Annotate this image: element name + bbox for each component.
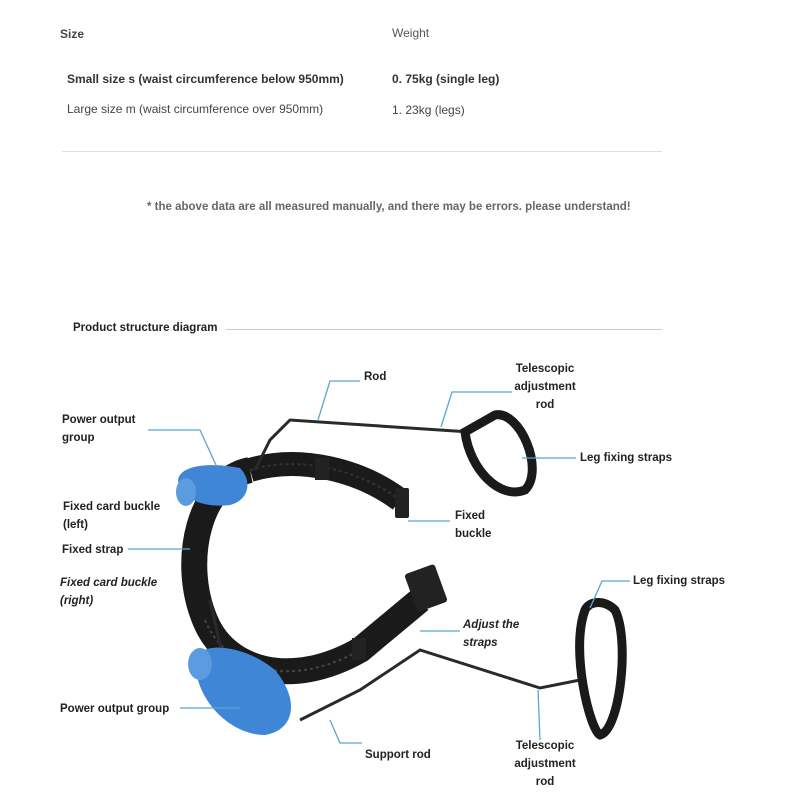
line: Telescopic (515, 740, 575, 752)
diagram-title: Product structure diagram (73, 322, 218, 334)
label-leg-fixing-straps-bottom: Leg fixing straps (633, 575, 726, 587)
weight-header: Weight (392, 26, 430, 40)
line: Telescopic (515, 363, 575, 375)
size-header: Size (60, 27, 85, 41)
row-2-weight: 1. 23kg (legs) (392, 103, 465, 117)
label-adjust-the-straps (463, 616, 519, 652)
line: (right) (60, 595, 94, 607)
label-fixed-buckle (455, 507, 491, 543)
line: Fixed card buckle (60, 577, 158, 589)
label-power-output-top (62, 411, 135, 447)
measurement-note: * the above data are all measured manually, and there may be errors. please understand! (147, 201, 631, 213)
label-fixed-card-buckle-right (60, 574, 157, 610)
label-telescopic-top (505, 360, 585, 414)
line: buckle (455, 528, 492, 540)
line: group (62, 432, 95, 444)
label-power-output-bottom: Power output group (60, 703, 170, 715)
line: adjustment (514, 381, 576, 393)
label-telescopic-bottom (505, 737, 585, 791)
row-1-size: Small size s (waist circumference below 950mm) (67, 72, 344, 86)
line: Fixed (455, 510, 486, 522)
label-leg-fixing-straps-top: Leg fixing straps (580, 452, 673, 464)
line: rod (535, 776, 555, 788)
line: adjustment (514, 758, 576, 770)
label-rod: Rod (364, 371, 387, 383)
line: (left) (63, 519, 88, 531)
row-1-weight: 0. 75kg (single leg) (392, 72, 500, 86)
line: straps (463, 637, 498, 649)
label-support-rod: Support rod (365, 749, 431, 761)
row-2-size: Large size m (waist circumference over 950mm) (67, 102, 324, 116)
line: Fixed card buckle (63, 501, 161, 513)
line: rod (535, 399, 555, 411)
label-fixed-strap: Fixed strap (62, 544, 124, 556)
label-fixed-card-buckle-left (63, 498, 160, 534)
line: Power output (62, 414, 136, 426)
line: Adjust the (463, 619, 520, 631)
